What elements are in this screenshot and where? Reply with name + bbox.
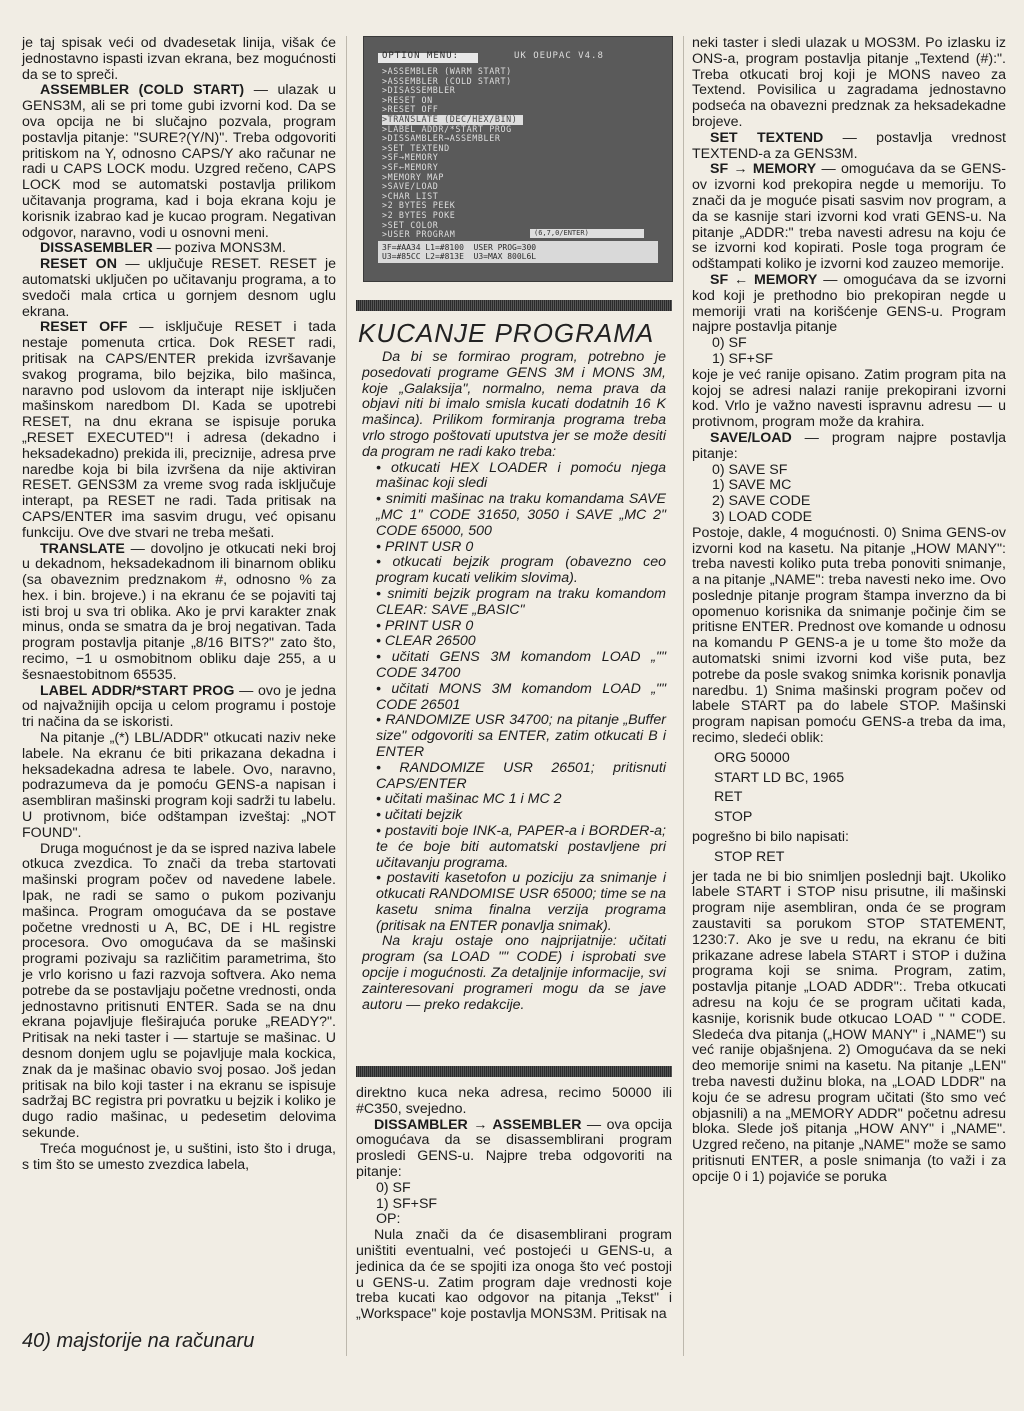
paragraph [692, 131, 1006, 163]
paragraph [22, 842, 336, 1142]
screen-menu-item: >ASSEMBLER (COLD START) [382, 75, 512, 86]
column-right [692, 36, 1006, 1186]
box-intro: Da bi se formirao program, potrebno je posedovati programe GENS 3M i MONS 3M, koje „Galaksija", normalno, nema prava da objavi niti bi imalo smisla kucati dodatnih 16 K mašinca). Prilikom formiranja programa treba vrlo strogo poštovati uputstva jer se može desiti da program ne radi kako treba: [362, 349, 666, 460]
paragraph-text: — omogućava da se izvorni kod koji je prethodno bio prekopiran negde u memoriji vrati na korišćenje GENS-u. Program najpre postavlja pitanje [692, 271, 1006, 336]
page-footer: 40) majstorije na računaru [22, 1330, 255, 1352]
box-top-rule [356, 300, 672, 311]
screen-menu-item: >SF→MEMORY [382, 152, 439, 163]
paragraph [22, 241, 336, 257]
screen-menu-item: >TRANSLATE (DEC/HEX/BIN) [382, 115, 523, 125]
paragraph-text: Nula znači da će disasemblirani program uništiti eventualni, već postojeći u GENS-u, a jedinica da će se spojiti iza onoga što već postoji u GENS-u. Zatim program daje vrednosti koje treba kucati kao odgovor na pitanja „Tekst" i „Workspace" koje postavlja MONS3M. Pritisak na [356, 1227, 672, 1323]
paragraph [692, 870, 1006, 1186]
screen-menu-item: >SET COLOR [382, 219, 439, 230]
box-step: • učitati GENS 3M komandom LOAD „"" CODE 34700 [362, 650, 666, 682]
option-keyword: DISSASEMBLER [40, 240, 153, 257]
code-line: 2) SAVE CODE [712, 493, 811, 510]
code-line: STOP [714, 809, 753, 826]
paragraph-text: direktno kuca neka adresa, recimo 50000 ili #C350, svejedno. [356, 1085, 672, 1117]
screen-menu-item: >USER PROGRAM [382, 229, 456, 240]
paragraph-text: — ova opcija omogućava da se disassemblirani program prosledi GENS-u. Najpre treba odgovoriti na pitanje: [356, 1116, 672, 1180]
code-line: 0) SF [712, 335, 747, 352]
code-line: 1) SF+SF [376, 1195, 438, 1212]
paragraph [356, 1086, 672, 1118]
box-title: KUCANJE PROGRAMA [358, 318, 655, 348]
box-step: • RANDOMIZE USR 34700; na pitanje „Buffer size" odgovoriti sa ENTER, zatim otkucati B i ENTER [362, 713, 666, 760]
option-keyword: TRANSLATE [40, 540, 125, 557]
box-step: • RANDOMIZE USR 26501; pritisnuti CAPS/ENTER [362, 761, 666, 793]
code-line: ORG 50000 [714, 749, 790, 766]
option-keyword: ASSEMBLER (COLD START) [40, 82, 245, 99]
screen-menu-item: >MEMORY MAP [382, 171, 445, 182]
code-line: 0) SAVE SF [712, 461, 788, 478]
screen-version: UK OEUPAC V4.8 [514, 51, 604, 61]
option-keyword: RESET ON [40, 256, 117, 273]
code-line: RET [714, 789, 743, 806]
paragraph-text: — poziva MONS3M. [152, 240, 286, 257]
screen-menu-item: >LABEL ADDR/*START PROG [382, 123, 512, 134]
column-left [22, 36, 336, 1173]
paragraph [22, 83, 336, 241]
box-outro: Na kraju ostaje ono najprijatnije: učitati program (sa LOAD "" CODE) i isprobati sve opcije i mogućnosti. Za detaljnije informacije, svi zainteresovani programeri mogu da se jave autoru — preko redakcije. [362, 933, 666, 1013]
paragraph [22, 257, 336, 320]
option-menu-screenshot [363, 36, 673, 282]
screen-title: OPTION MENU: [382, 51, 460, 61]
box-step: • postaviti kasetofon u poziciju za snimanje i otkucati RANDOMISE USR 65000; time se na kasetu snima finalna verzija programa (pritisak na ENTER ponavlja snimak). [362, 871, 666, 934]
paragraph-text: jer tada ne bi bio snimljen poslednji bajt. Ukoliko labele START i STOP nisu prisutne, ili mašinski program nije asembliran, onda će se program zaustaviti sa porukom STOP STATEMENT, 1230:7. Ako je sve u redu, na ekranu će biti prikazane adrese labela START i STOP i dužina programa koji se snima. Program, zatim, postavlja pitanje „LOAD ADDR":. Treba otkucati adresu na koju će se program učitati kada, kasnije, korisnik bude otkucao LOAD " " CODE. Sledeća dva pitanja („HOW MANY" i „NAME") su već ranije objašnjena. 2) Omogućava da se neki deo memorije snimi na kasetu. Na pitanje „LEN" treba navesti dužinu bloka, na „LOAD LDDR" na koju će se adresu program učitati (što smo već objasnili) a na „MEMORY ADDR" početnu adresu bloka. Slede još pitanja „HOW ANY" i „NAME". Uzgred rečeno, na pitanje „NAME" može se samo pritisnuti ENTER, a posle snimanja (to važi i za opcije 0 i 1) pojaviće se poruka [692, 868, 1006, 1185]
paragraph [692, 273, 1006, 336]
box-step: • snimiti mašinac na traku komandama SAVE „MC 1" CODE 31650, 3050 i SAVE „MC 2" CODE 65000, 500 [362, 492, 666, 539]
code-line: START LD BC, 1965 [714, 769, 845, 786]
code-line: 1) SF+SF [712, 350, 774, 367]
paragraph [692, 162, 1006, 273]
option-keyword: LABEL ADDR/*START PROG [40, 682, 235, 699]
box-step: • otkucati bejzik program (obavezno ceo program kucati velikim slovima). [362, 555, 666, 587]
paragraph-text: Treća mogućnost je, u suštini, isto što i druga, s tim što se umesto zvezdica labela, [22, 1140, 336, 1173]
status-line-2: U3=#85CC L2=#813E U3=MAX 800L6L [382, 252, 537, 261]
screen-menu-item: >2 BYTES POKE [382, 209, 456, 220]
screen-menu-item: >2 BYTES PEEK [382, 200, 456, 211]
screen-menu-item: >RESET ON [382, 94, 433, 105]
screen-menu-item: >CHAR LIST [382, 190, 439, 201]
paragraph-text: je taj spisak veći od dvadesetak linija, višak će jednostavno ispasti izvan ekrana, bez mogućnosti da se to spreči. [22, 35, 336, 83]
option-keyword: SAVE/LOAD [710, 429, 792, 446]
paragraph [22, 36, 336, 83]
paragraph-text: — ulazak u GENS3M, ali se pri tome gubi izvorni kod. Da se ova opcija ne bi slučajno pozvala, program postavlja pitanje: "SURE?(Y/N)". Treba odgovoriti pritiskom na Y, odnosno CAPS/Y ako računar ne radi u CAPS LOCK modu. Uzgred rečeno, CAPS LOCK mod se automatski postavlja prilikom učitavanja programa, kad i boja ekrana koju je korisnik izabrao kad je kucao program. Negativan odgovor, naravno, vodi u osnovni meni. [22, 82, 336, 241]
column-divider-right [683, 36, 684, 1356]
box-step: • CLEAR 26500 [362, 634, 666, 650]
paragraph [356, 1118, 672, 1181]
screen-enter-bar: (6,7,0/ENTER) [530, 229, 644, 238]
paragraph-text: — omogućava da se GENS-ov izvorni kod prekopira negde u memoriju. To znači da je moguće pisati sasvim nov program, a da se kasnije stari izvorni kod vrati GENS-u. Na pitanje „ADDR:" treba navesti adresu na koju će se izvorni kod kopirati. Posle toga program će odštampati koliko je izvorni kod zauzeo memorije. [692, 161, 1006, 273]
paragraph [692, 368, 1006, 431]
box-step: • PRINT USR 0 [362, 619, 666, 635]
paragraph-text: — isključuje RESET i tada nestaje pomenuta crtica. Dok RESET radi, pritisak na CAPS/ENTER prekida izvršavanje svakog programa, bilo bejzika, bilo mašinca, naravno pod uslovom da interapt nije isključen mašinskom naredbom DI. Kada se upotrebi RESET, na dnu ekrana se ispisuje poruka „RESET EXECUTED"! i adresa (dekadno i heksadekadno) prekida ili, preciznije, adresa prve naredbe koja bi bila izvršena da nije aktiviran RESET. GENS3M za vreme svog rada isključuje interapt, pa RESET ne radi. Tada pritisak na CAPS/ENTER ima sasvim drugu, već opisanu funkciju. Ove dve stvari ne treba mešati. [22, 319, 336, 541]
option-keyword: SF → MEMORY [710, 161, 817, 178]
paragraph [22, 1142, 336, 1174]
paragraph-text: Na pitanje „(*) LBL/ADDR" otkucati naziv neke labele. Na ekranu će biti prikazana dekadna i heksadekadna adresa te labele. Ovo, naravno, podrazumeva da je pomoću GENS-a napisan i asembliran mašinski program koji sadrži tu labelu. U protivnom, biće odštampan izveštaj: „NOT FOUND". [22, 730, 336, 841]
code-line: OP: [376, 1211, 401, 1228]
paragraph-text: Postoje, dakle, 4 mogućnosti. 0) Snima GENS-ov izvorni kod na kasetu. Na pitanje „HOW MANY": treba navesti koliko puta treba ponoviti snimanje, a na pitanje „NAME": treba navesti neko ime. Ovo poslednje pitanje program štampa inverzno da bi opomenuo korisnika da snimanje počinje čim se pritisne ENTER. Prednost ove komande u odnosu na komandu P GENS-a je u tome što može da automatski snimi izvorni kod više puta, bez potrebe da posle svakog snimka korisnik ponavlja naredbu. 1) Snima mašinski program počev od labele START pa do labele STOP. Mašinski program napisan pomoću GENS-a treba da ima, recimo, sledeći oblik: [692, 524, 1006, 747]
screen-menu-item: >SF←MEMORY [382, 161, 439, 172]
box-body [362, 350, 666, 1013]
box-step: • učitati mašinac MC 1 i MC 2 [362, 792, 666, 808]
code-line: 1) SAVE MC [712, 477, 792, 494]
code-line: STOP RET [714, 848, 785, 865]
paragraph-text: — uključuje RESET. RESET je automatski uključen po učitavanju programa, a to svedoči mala crtica u gornjem desnom uglu ekrana. [22, 256, 337, 320]
paragraph [22, 320, 336, 541]
box-step: • snimiti bejzik program na traku komandom CLEAR: SAVE „BASIC" [362, 587, 666, 619]
paragraph [692, 431, 1006, 463]
code-line: 0) SF [376, 1179, 411, 1196]
paragraph-text: — ovo je jedna od najvažnijih opcija u celom programu i postoje tri načina da se iskoristi. [22, 682, 336, 731]
option-keyword: DISSAMBLER → ASSEMBLER [374, 1116, 582, 1133]
paragraph-text: — postavlja vrednost TEXTEND-a za GENS3M. [692, 129, 1006, 162]
paragraph [356, 1228, 672, 1323]
screen-menu-item: >DISSAMBLER→ASSEMBLER [382, 133, 501, 144]
screen-menu-list [382, 67, 523, 240]
column-middle-text [356, 1086, 672, 1323]
screen-menu-item: >SET TEXTEND [382, 142, 450, 153]
paragraph [692, 36, 1006, 131]
box-bottom-rule [356, 1066, 672, 1077]
paragraph [692, 526, 1006, 747]
screen-menu-item: >RESET OFF [382, 104, 439, 115]
paragraph [692, 830, 1006, 846]
screen-menu-item: >DISASSEMBLER [382, 85, 456, 96]
box-step: • učitati MONS 3M komandom LOAD „"" CODE 26501 [362, 682, 666, 714]
box-step: • otkucati HEX LOADER i pomoću njega mašinac koji sledi [362, 461, 666, 493]
paragraph-text: koje je već ranije opisano. Zatim program pita na kojoj se adresi nalazi ranije prekopirani izvorni kod. Vrlo je važno navesti ispravnu adresu — u protivnom, program može da krahira. [692, 366, 1006, 431]
option-keyword: SET TEXTEND [710, 129, 824, 146]
paragraph-text: Druga mogućnost je da se ispred naziva labele otkuca zvezdica. To znači da treba startovati mašinski program počev od navedene labele. Ipak, ne radi se samo o pukom pozivanju mašinca. Program omogućava da se postave početne vrednosti u A, BC, DE i HL registre procesora. Ovo omogućava da se mašinski programi pozivaju sa različitim parametrima, što je vrlo korisno u fazi razvoja softvera. Ako nema potrebe da se postavljaju početne vrednosti, onda jednostavno pritisnuti ENTER. Sada se na dnu ekrana pojavljuje fleširajuća poruke „READY?". Pritisak na neki taster i — startuje se mašinac. U desnom donjem uglu se pojavljuje mala kockica, znak da je mašinac obavio svoj posao. Još jedan pritisak na bilo koji taster i na ekranu se ispisuje sadržaj BC registra pri povratku u bejzik i koliko je dugo radio mašinac, u pedesetim delovima sekunde. [22, 840, 336, 1141]
option-keyword: RESET OFF [40, 319, 128, 336]
paragraph-text: — program najpre postavlja pitanje: [692, 429, 1006, 462]
screen-menu-item: >ASSEMBLER (WARM START) [382, 66, 512, 76]
paragraph-text: — dovoljno je otkucati neki broj u dekadnom, heksadekadnom ili binarnom obliku (sa obaveznim predznakom #, odnosno % za hex. i bin. brojeve.) i na ekranu će se pojaviti taj isti broj u sva tri oblika. Ako je prvi karakter znak minus, onda se smatra da je broj negativan. Tada program postavlja pitanje „8/16 BITS?" zato što, recimo, −1 u osmobitnom obliku daje 255, a u šesnaestobitnom 65535. [22, 540, 336, 683]
option-keyword: SF ← MEMORY [710, 271, 818, 288]
column-divider-left [346, 36, 347, 1356]
paragraph [22, 542, 336, 684]
paragraph-text: neki taster i sledi ulazak u MOS3M. Po izlasku iz ONS-a, program postavlja pitanje „Textend (#):". Treba otkucati broj koji je MONS naveo za Textend. Povisilica u zagradama jednostavno podseća na obavezni predznak za heksadekadne brojeve. [692, 35, 1006, 130]
box-step: • PRINT USR 0 [362, 540, 666, 556]
code-line: 3) LOAD CODE [712, 508, 813, 525]
box-step: • učitati bejzik [362, 808, 666, 824]
screen-status [378, 241, 658, 263]
paragraph [22, 731, 336, 842]
box-step: • postaviti boje INK-a, PAPER-a i BORDER-a; te će boje biti automatski postavljene pri učitavanju programa. [362, 824, 666, 871]
screen-menu-item: >SAVE/LOAD [382, 181, 439, 192]
status-line-1: 3F=#AA34 L1=#8100 USER PROG=300 [382, 243, 537, 252]
paragraph-text: pogrešno bi bilo napisati: [692, 829, 849, 846]
paragraph [22, 684, 336, 731]
